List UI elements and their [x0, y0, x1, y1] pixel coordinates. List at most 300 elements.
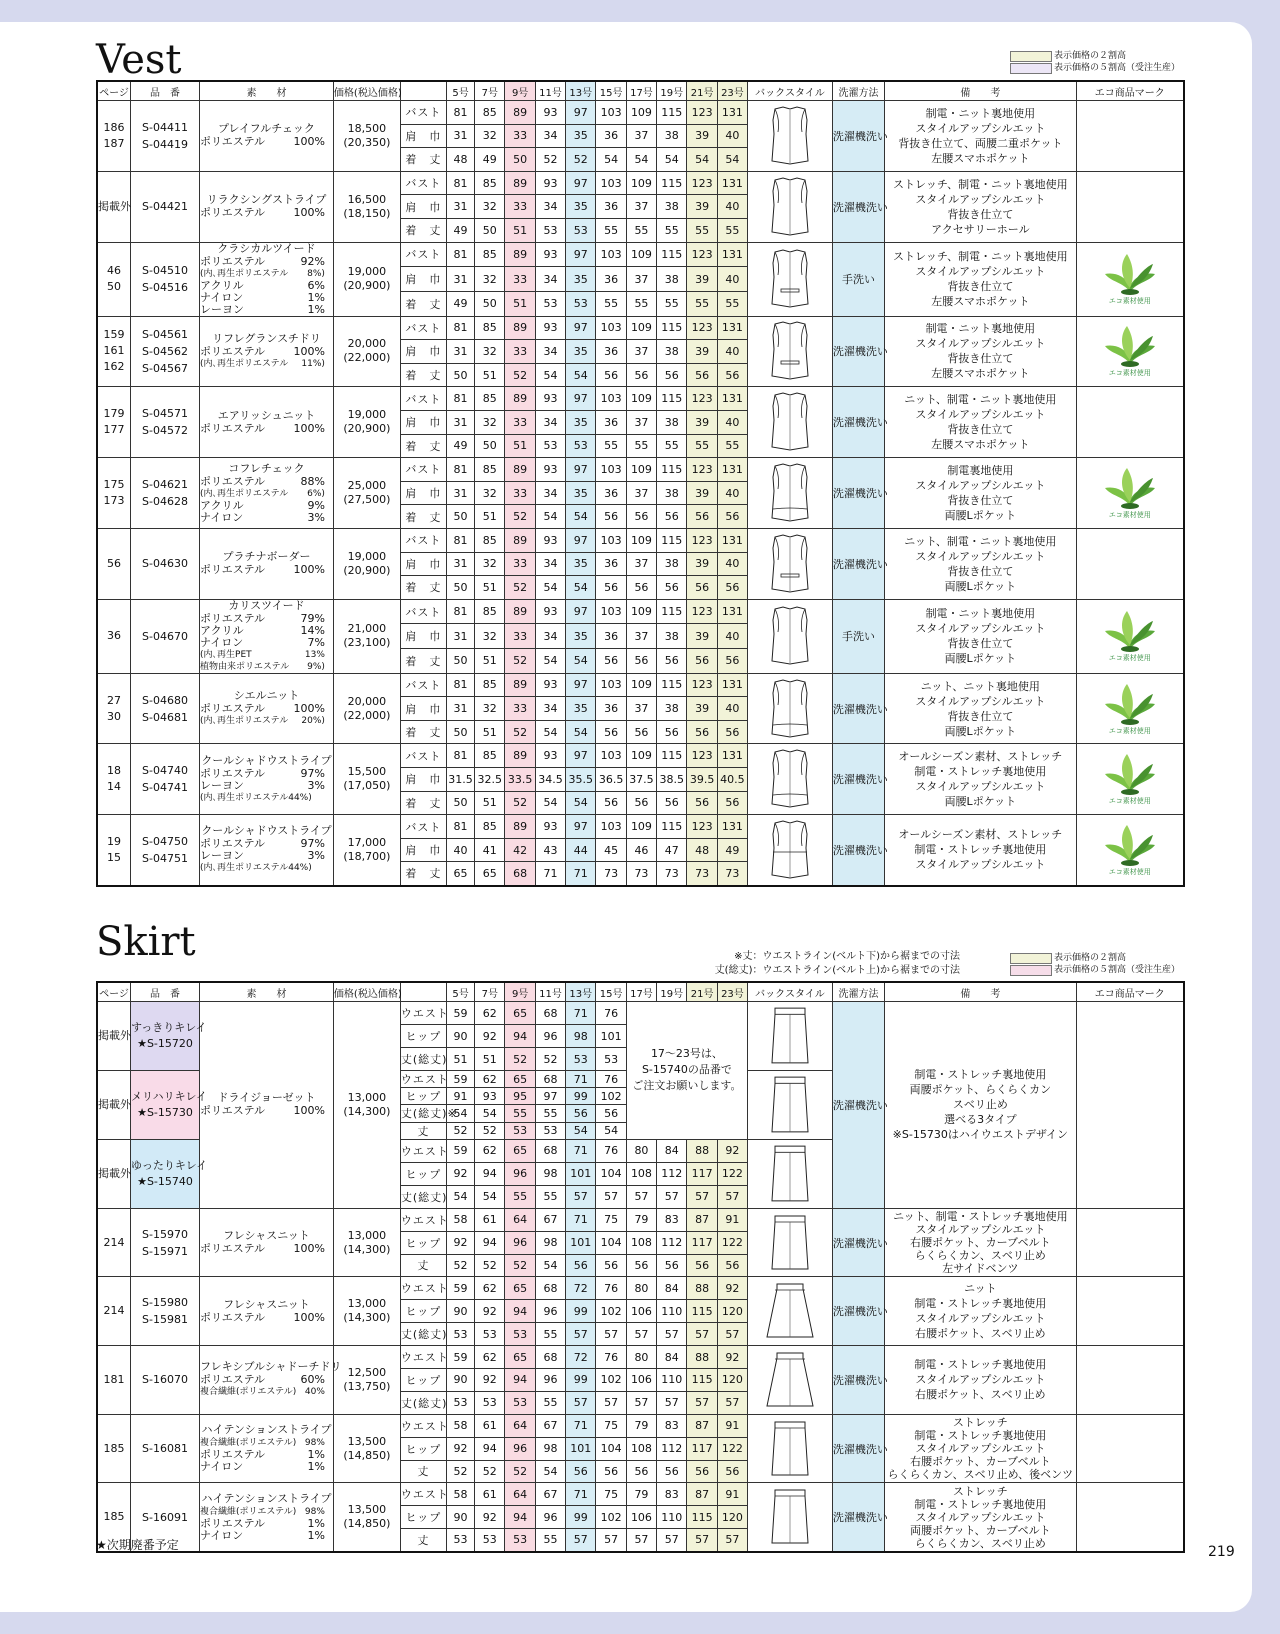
size-value: 52 [505, 505, 535, 529]
size-value: 83 [657, 1414, 687, 1437]
size-value: 97 [566, 171, 596, 195]
size-value: 90 [446, 1506, 474, 1529]
size-value: 57 [657, 1185, 687, 1208]
material-percent: 100% [293, 206, 325, 220]
size-value: 56 [657, 576, 687, 600]
size-value: 89 [505, 316, 535, 340]
size-value: 64 [505, 1414, 535, 1437]
size-value: 92 [475, 1300, 505, 1323]
size-value: 32.5 [475, 768, 505, 792]
eco-plant-icon [1103, 324, 1157, 368]
size-value: 115 [657, 815, 687, 839]
material-line [200, 1243, 333, 1255]
size-value: 91 [717, 1208, 747, 1231]
back-style [748, 673, 833, 744]
size-value: 75 [596, 1483, 626, 1506]
size-value: 73 [687, 862, 717, 886]
size-value: 50 [475, 434, 505, 458]
product-code-item: S-16091 [142, 1510, 188, 1524]
size-value: 34 [535, 267, 565, 292]
size-value: 52 [535, 148, 565, 172]
size-value: 55 [657, 291, 687, 316]
size-value: 112 [657, 1231, 687, 1254]
size-value: 110 [657, 1300, 687, 1323]
note-line: スタイルアップシルエット [915, 408, 1046, 422]
eco-cell [1076, 458, 1184, 529]
size-value: 57 [717, 1185, 747, 1208]
size-value: 58 [446, 1483, 474, 1506]
eco-cell [1076, 1002, 1184, 1209]
size-value: 97 [566, 599, 596, 624]
size-value: 54 [596, 148, 626, 172]
product-code [130, 1277, 199, 1346]
size-value: 52 [505, 576, 535, 600]
discontinued-footnote: ★次期廃番予定 [96, 1538, 179, 1552]
size-value: 68 [535, 1071, 565, 1088]
col-header-size: 15号 [596, 81, 626, 101]
size-value: 96 [535, 1300, 565, 1323]
price-with-tax: (13,750) [343, 1379, 391, 1393]
size-value: 89 [505, 387, 535, 411]
size-value: 39 [687, 124, 717, 148]
size-value: 56 [566, 1105, 596, 1122]
skirt-back-drawing [759, 1143, 821, 1205]
size-value: 54 [566, 649, 596, 674]
material-fiber: ポリエステル [200, 474, 266, 488]
size-value: 56 [626, 1460, 656, 1483]
note-line: 背抜き仕立て [947, 207, 1014, 221]
note-line: 背抜き仕立て [947, 352, 1014, 366]
size-value: 84 [657, 1277, 687, 1300]
size-value: 76 [596, 1071, 626, 1088]
eco-cell [1076, 744, 1184, 815]
material-line [200, 358, 333, 370]
product-code [130, 242, 199, 316]
skirt-back-drawing [759, 1074, 821, 1136]
size-value: 57 [717, 1391, 747, 1414]
size-value: 93 [535, 458, 565, 482]
size-value: 96 [535, 1025, 565, 1048]
material-percent: 9% [307, 498, 325, 512]
note-line: スタイルアップシルエット [915, 1223, 1046, 1237]
size-value: 98 [535, 1162, 565, 1185]
product-code [130, 316, 199, 387]
note-line: アクセサリーホール [931, 222, 1030, 236]
size-value: 94 [505, 1025, 535, 1048]
size-value: 104 [596, 1162, 626, 1185]
material-fiber: ポリエステル [200, 766, 266, 780]
material-percent: 100% [293, 135, 325, 149]
measure-label: ウエスト [400, 1277, 446, 1300]
note-line: 両腰Lポケット [944, 652, 1017, 666]
size-value: 56 [626, 649, 656, 674]
measure-label: バスト [400, 744, 446, 768]
size-value: 52 [505, 791, 535, 815]
size-value: 94 [505, 1300, 535, 1323]
size-value: 51 [475, 791, 505, 815]
product-code [130, 387, 199, 458]
skirt-row [97, 1346, 1184, 1369]
size-value: 40 [717, 697, 747, 721]
size-value: 32 [475, 624, 505, 649]
vest-row [97, 171, 1184, 195]
back-style [748, 815, 833, 886]
size-value: 93 [535, 815, 565, 839]
size-value: 39 [687, 552, 717, 576]
material-fiber: ポリエステル [200, 563, 266, 577]
material-fiber: ポリエステル [200, 702, 266, 716]
size-value: 34 [535, 340, 565, 364]
size-value: 39.5 [687, 768, 717, 792]
back-style [748, 1277, 833, 1346]
size-value: 109 [626, 599, 656, 624]
size-value: 117 [687, 1437, 717, 1460]
size-value: 49 [475, 148, 505, 172]
product-code [130, 815, 199, 886]
product-code-item: S-15980 [142, 1296, 188, 1310]
size-value: 55 [535, 1529, 565, 1552]
material-fiber: ポリエステル [200, 837, 266, 851]
vest-row [97, 242, 1184, 267]
page-ref: 15 [106, 850, 121, 864]
size-value: 53 [566, 218, 596, 242]
size-value: 57 [657, 1529, 687, 1552]
price: 13,000 [347, 1297, 387, 1311]
material-fiber: 複合繊維(ポリエステル) [200, 1438, 297, 1449]
note-line: 右腰ポケット、スベリ止め [915, 1388, 1046, 1402]
material-line [200, 488, 333, 500]
eco-mark [1077, 682, 1183, 736]
size-value: 53 [475, 1323, 505, 1346]
note-line: オールシーズン素材、ストレッチ [898, 828, 1063, 842]
size-value: 58 [446, 1208, 474, 1231]
size-value: 93 [535, 316, 565, 340]
col-header-label [400, 81, 446, 101]
size-value: 92 [446, 1437, 474, 1460]
size-value: 109 [626, 171, 656, 195]
size-value: 50 [505, 148, 535, 172]
measure-label: 着 丈 [400, 218, 446, 242]
size-value: 97 [535, 1088, 565, 1105]
size-value: 62 [475, 1002, 505, 1025]
material [200, 242, 334, 316]
size-value: 84 [657, 1139, 687, 1162]
notes [885, 1346, 1076, 1415]
size-value: 56 [596, 1254, 626, 1277]
material-line [200, 780, 333, 792]
size-value: 53 [446, 1323, 474, 1346]
price-cell [333, 316, 400, 387]
col-header-code: 品 番 [130, 982, 199, 1002]
size-value: 109 [626, 744, 656, 768]
size-value: 94 [475, 1437, 505, 1460]
product-code [130, 1139, 208, 1208]
col-header-material: 素 材 [200, 982, 334, 1002]
note-line: ニット、制電・ニット裏地使用 [904, 534, 1057, 548]
notes [885, 528, 1076, 599]
size-value: 53 [535, 434, 565, 458]
vest-row [97, 387, 1184, 411]
header-row [97, 81, 1184, 101]
material-fiber: ナイロン [200, 1460, 244, 1474]
material-line [200, 500, 333, 512]
material-line [200, 304, 333, 316]
eco-cell [1076, 1346, 1184, 1415]
size-value: 56 [717, 576, 747, 600]
size-value: 52 [475, 1254, 505, 1277]
size-value: 51 [505, 218, 535, 242]
material-name: ハイテンションストライプ [201, 1491, 332, 1505]
size-value: 93 [535, 673, 565, 697]
size-value: 94 [505, 1506, 535, 1529]
note-line: 制電・ストレッチ裏地使用 [914, 1497, 1047, 1511]
size-value: 53 [505, 1323, 535, 1346]
size-value: 87 [687, 1208, 717, 1231]
size-value: 31 [446, 195, 474, 219]
size-value: 51 [475, 649, 505, 674]
material-percent: 92% [300, 254, 325, 268]
price: 13,500 [347, 1503, 387, 1517]
size-value: 39 [687, 195, 717, 219]
price-cell [333, 171, 400, 242]
size-value: 123 [687, 387, 717, 411]
catalog-page-ref: 掲載外 [97, 1071, 130, 1140]
price-with-tax: (14,300) [343, 1104, 391, 1118]
size-value: 81 [446, 101, 474, 125]
material-name: フレシャスニット [223, 1297, 310, 1311]
size-value: 117 [687, 1231, 717, 1254]
product-code-item: ★S-15730 [137, 1105, 193, 1119]
product-code [130, 744, 199, 815]
material-percent: 1% [307, 302, 325, 316]
size-value: 109 [626, 316, 656, 340]
size-value: 88 [687, 1277, 717, 1300]
material-fiber: 複合繊維(ポリエステル) [200, 1506, 297, 1517]
page-number: 219 [1208, 1544, 1235, 1560]
notes [885, 387, 1076, 458]
size-value: 35 [566, 267, 596, 292]
size-value: 117 [687, 1162, 717, 1185]
size-value: 120 [717, 1368, 747, 1391]
product-code-item: S-04567 [142, 361, 188, 375]
col-header-code: 品 番 [130, 81, 199, 101]
size-value: 35 [566, 124, 596, 148]
size-value: 81 [446, 458, 474, 482]
size-value: 96 [535, 1368, 565, 1391]
material-name: クールシャドウストライプ [201, 824, 332, 838]
size-value: 41 [475, 838, 505, 862]
wash-method: 洗濯機洗い [832, 387, 884, 458]
measure-label: 肩 巾 [400, 838, 446, 862]
size-value: 89 [505, 744, 535, 768]
size-value: 54 [535, 720, 565, 744]
size-value: 55 [535, 1185, 565, 1208]
size-value: 55 [535, 1391, 565, 1414]
size-value: 56 [657, 720, 687, 744]
size-value: 101 [566, 1162, 596, 1185]
size-value: 57 [566, 1391, 596, 1414]
note-line: 制電裏地使用 [947, 464, 1014, 478]
material [200, 815, 334, 886]
col-header-notes: 備 考 [885, 982, 1076, 1002]
note-line: 背抜き仕立て [947, 494, 1014, 508]
note-line: 左腰スマホポケット [931, 367, 1030, 381]
material-name: リラクシングストライプ [206, 193, 327, 207]
product-code [130, 528, 199, 599]
product-code [130, 171, 199, 242]
notes [885, 673, 1076, 744]
size-value: 39 [687, 410, 717, 434]
measure-label: バスト [400, 101, 446, 125]
price: 25,000 [347, 479, 387, 493]
size-value: 57 [687, 1323, 717, 1346]
size-value: 54 [566, 1122, 596, 1139]
material-name: プラチナボーダー [222, 550, 311, 564]
size-value: 85 [475, 387, 505, 411]
measure-label: 肩 巾 [400, 481, 446, 505]
size-value: 57 [566, 1185, 596, 1208]
material-fiber: ポリエステル [200, 206, 266, 220]
price: 17,000 [347, 835, 387, 849]
size-value: 53 [475, 1529, 505, 1552]
vest-back-drawing [759, 679, 821, 739]
size-value: 52 [446, 1254, 474, 1277]
size-value: 51 [505, 434, 535, 458]
material [200, 101, 334, 172]
size-value: 44 [566, 838, 596, 862]
skirt-section-title: Skirt [96, 919, 196, 965]
price: 19,000 [347, 549, 387, 563]
size-value: 97 [566, 815, 596, 839]
size-value: 33 [505, 195, 535, 219]
product-code-item: S-04516 [142, 281, 188, 295]
size-value: 56 [596, 649, 626, 674]
eco-plant-icon [1103, 682, 1157, 726]
col-header-back-style: バックスタイル [748, 81, 833, 101]
vest-row [97, 599, 1184, 624]
material-name: コフレチェック [228, 461, 305, 475]
note-line: 右腰ポケット、スベリ止め [915, 1327, 1046, 1341]
material-fiber: ポリエステル [200, 421, 266, 435]
back-style [748, 1346, 833, 1415]
size-value: 64 [505, 1208, 535, 1231]
size-value: 52 [505, 649, 535, 674]
size-value: 40.5 [717, 768, 747, 792]
price-with-tax: (18,700) [343, 849, 391, 863]
skirt-length-note [680, 950, 960, 978]
size-value: 115 [657, 101, 687, 125]
size-value: 57 [596, 1185, 626, 1208]
size-value: 99 [566, 1088, 596, 1105]
style-name: メリハリキレイ [130, 1089, 207, 1103]
eco-mark [1077, 823, 1183, 877]
material-line [200, 1461, 333, 1473]
price-with-tax: (22,000) [343, 708, 391, 722]
price-with-tax: (20,350) [343, 135, 391, 149]
measure-label: 丈(総丈) [400, 1323, 446, 1346]
size-value: 115 [657, 528, 687, 552]
size-value: 32 [475, 481, 505, 505]
size-value: 59 [446, 1071, 474, 1088]
catalog-page-ref: 181 [97, 1346, 130, 1415]
catalog-page-ref: 214 [97, 1277, 130, 1346]
size-value: 97 [566, 528, 596, 552]
size-value: 55 [626, 291, 656, 316]
product-code-item: S-15981 [142, 1313, 188, 1327]
price-cell [333, 101, 400, 172]
size-value: 101 [566, 1437, 596, 1460]
price-cell [333, 1346, 400, 1415]
size-value: 36 [596, 124, 626, 148]
eco-plant-icon [1103, 609, 1157, 653]
price-legend-vest [1010, 50, 1180, 74]
measure-label: 着 丈 [400, 862, 446, 886]
size-value: 96 [505, 1437, 535, 1460]
note-line: スタイルアップシルエット [915, 192, 1046, 206]
note-line: スタイルアップシルエット [915, 622, 1046, 636]
size-value: 65 [505, 1002, 535, 1025]
material-percent: 100% [293, 702, 325, 716]
measure-label: ヒップ [400, 1506, 446, 1529]
size-value: 50 [475, 218, 505, 242]
vest-back-drawing [759, 177, 821, 237]
size-value: 94 [475, 1231, 505, 1254]
note-line: 右腰ポケット、カーブベルト [910, 1236, 1051, 1250]
material-fiber: ポリエステル [200, 1104, 266, 1118]
size-value: 47 [657, 838, 687, 862]
size-value: 37 [626, 624, 656, 649]
note-line: 左腰スマホポケット [931, 438, 1030, 452]
material-fiber: ナイロン [200, 290, 244, 304]
wash-method: 手洗い [832, 242, 884, 316]
size-value: 54 [535, 1460, 565, 1483]
measure-label: ウエスト [400, 1139, 446, 1162]
size-value: 54 [596, 1122, 626, 1139]
size-value: 71 [566, 1071, 596, 1088]
size-value: 123 [687, 815, 717, 839]
size-value: 72 [566, 1346, 596, 1369]
size-value: 115 [657, 242, 687, 267]
size-value: 68 [535, 1002, 565, 1025]
size-value: 54 [566, 576, 596, 600]
measure-label: ヒップ [400, 1025, 446, 1048]
size-value: 131 [717, 387, 747, 411]
notes [885, 242, 1076, 316]
size-value: 89 [505, 673, 535, 697]
size-value: 53 [596, 1048, 626, 1071]
size-value: 76 [596, 1002, 626, 1025]
eco-cell [1076, 171, 1184, 242]
measure-label: バスト [400, 815, 446, 839]
size-value: 55 [657, 218, 687, 242]
col-header-page: ページ [97, 982, 130, 1002]
size-value: 71 [535, 862, 565, 886]
wash-method: 洗濯機洗い [832, 1277, 884, 1346]
size-value: 33 [505, 481, 535, 505]
size-value: 56 [717, 505, 747, 529]
note-line: 制電・ストレッチ裏地使用 [914, 1429, 1047, 1443]
note-line: 制電・ストレッチ裏地使用 [914, 765, 1047, 779]
measure-label: バスト [400, 242, 446, 267]
material-fiber: ナイロン [200, 635, 244, 649]
size-value: 73 [657, 862, 687, 886]
back-style [748, 316, 833, 387]
vest-back-drawing [759, 534, 821, 594]
size-value: 57 [687, 1529, 717, 1552]
size-value: 35 [566, 195, 596, 219]
col-header-size: 11号 [535, 81, 565, 101]
size-value: 57 [717, 1529, 747, 1552]
